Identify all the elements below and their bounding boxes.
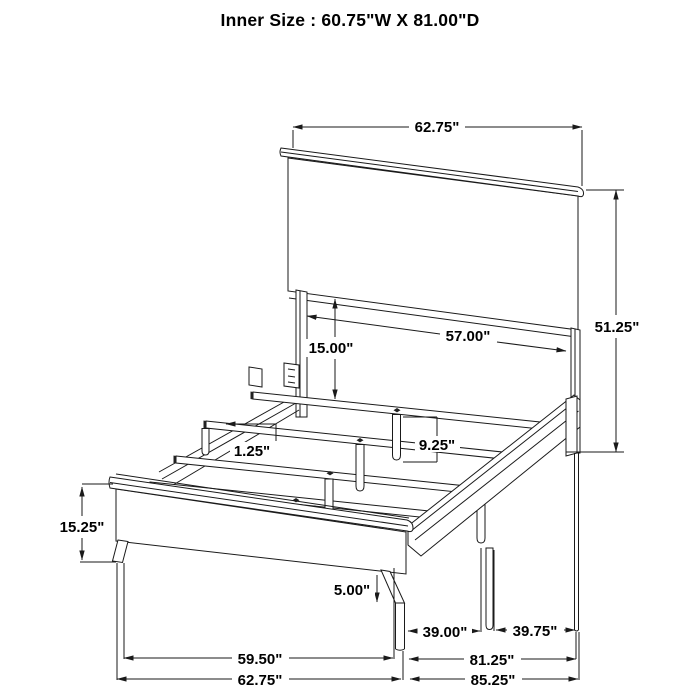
page-title: Inner Size : 60.75"W X 81.00"D — [220, 10, 480, 30]
dim-slat-spacing-left — [408, 623, 480, 641]
dim-footboard-inner-width — [124, 650, 393, 668]
dim-center-leg-height — [403, 417, 460, 462]
dim-headboard-width — [293, 117, 582, 136]
dim-label: 15.25" — [59, 519, 105, 536]
footboard-left-leg — [113, 540, 129, 563]
dim-headboard-height — [593, 190, 642, 452]
dim-label: 51.25" — [594, 319, 640, 336]
dim-label: 81.25" — [469, 652, 515, 669]
dim-footboard-leg-height — [330, 575, 377, 602]
rail-hook-bracket — [284, 363, 299, 388]
dim-label: 62.75" — [237, 672, 283, 689]
dim-panel-to-slats — [306, 299, 357, 399]
rail-center-leg — [486, 548, 493, 630]
dim-label: 85.25" — [470, 672, 516, 689]
left-side-rail — [159, 397, 299, 488]
rail-end-bracket — [249, 367, 262, 387]
dim-label: 15.00" — [308, 340, 354, 357]
dim-footboard-outer-width — [117, 671, 401, 689]
footboard-right-leg — [381, 570, 405, 603]
dim-footboard-height — [57, 487, 108, 560]
dim-label: 59.50" — [237, 651, 283, 668]
dim-rail-outer-length — [410, 671, 578, 689]
dim-rail-inner-length — [409, 651, 576, 669]
right-rail-end-plate — [566, 396, 577, 456]
dim-label: 39.00" — [422, 624, 468, 641]
dim-label: 62.75" — [414, 119, 460, 136]
bed-drawing — [109, 148, 584, 650]
dim-label: 9.25" — [418, 437, 456, 454]
dim-label: 39.75" — [512, 623, 558, 640]
dim-label: 5.00" — [333, 582, 371, 599]
dim-label: 1.25" — [233, 443, 271, 460]
dim-slat-spacing-right — [496, 622, 575, 640]
rear-right-leg — [575, 453, 579, 631]
dim-label: 57.00" — [445, 328, 491, 345]
